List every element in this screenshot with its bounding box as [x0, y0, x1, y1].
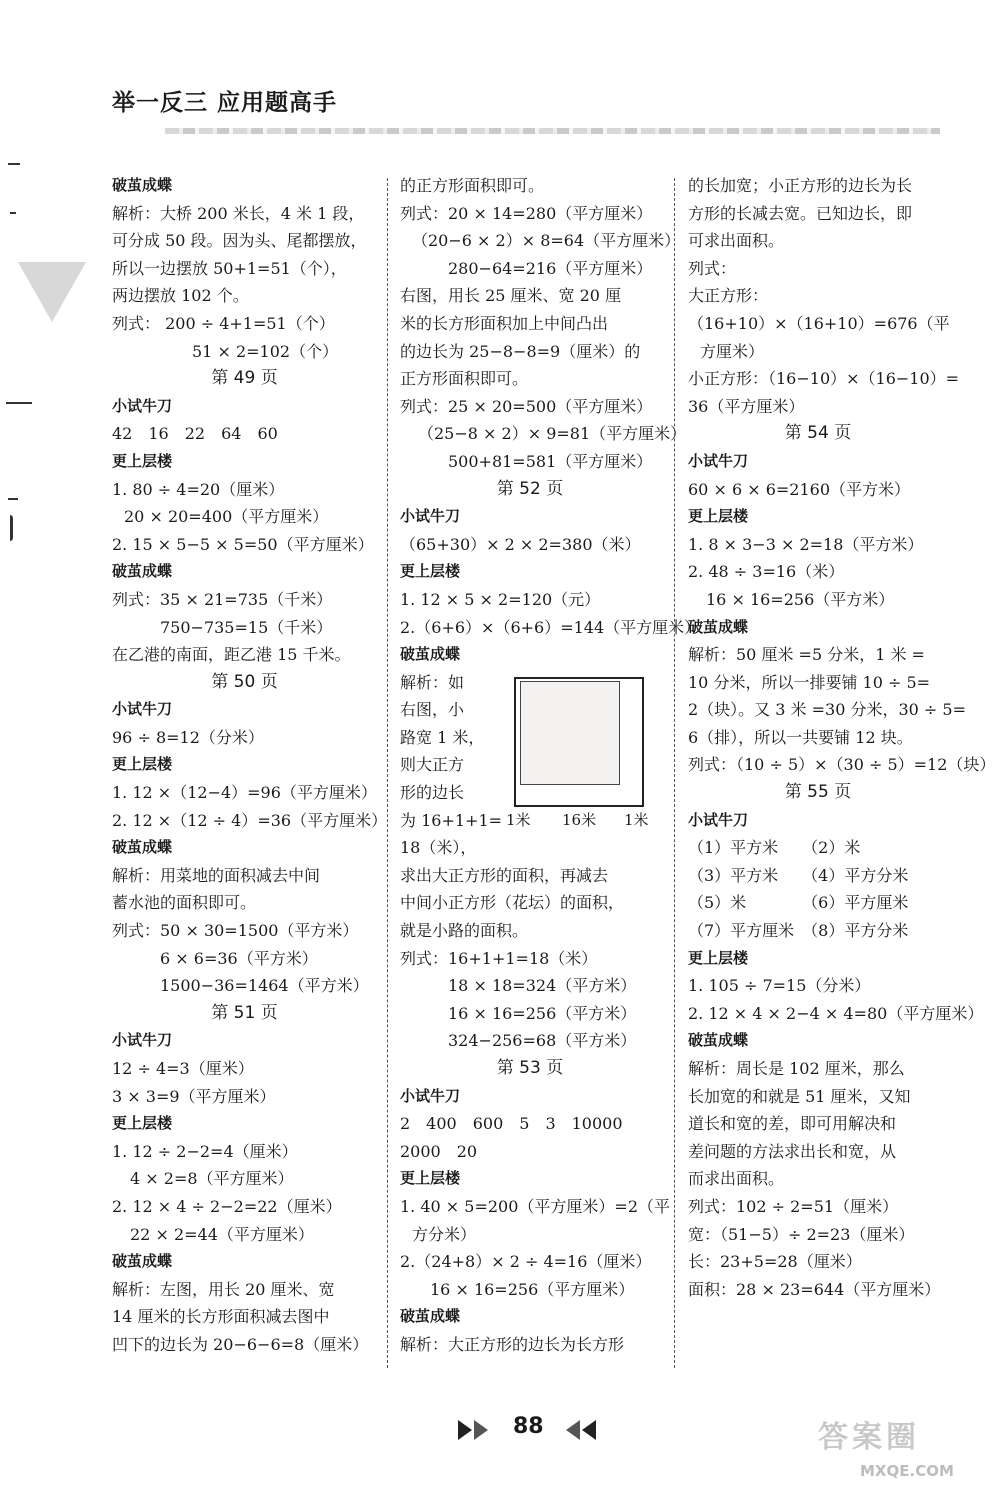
answer-line: 96 ÷ 8=12（分米）	[112, 727, 264, 747]
answer-line: 1. 80 ÷ 4=20（厘米）	[112, 479, 285, 499]
page-heading: 第 54 页	[784, 423, 852, 444]
answer-column-3	[688, 172, 996, 1303]
page-number: 88	[513, 1414, 544, 1439]
answer-line: 324−256=68（平方米）	[448, 1031, 637, 1051]
answer-line: 的边长为 25−8−8=9（厘米）的	[400, 341, 641, 361]
answer-line: 正方形面积即可。	[400, 369, 529, 389]
margin-mark	[10, 212, 16, 214]
section-heading: 破茧成蝶	[400, 645, 461, 664]
answer-line: 42 16 22 64 60	[112, 424, 278, 444]
answer-line: 1. 105 ÷ 7=15（分米）	[688, 976, 871, 996]
answer-line: 解析：大桥 200 米长，4 米 1 段，	[112, 203, 365, 223]
column-divider	[674, 178, 675, 1368]
answer-line: （20−6 × 2）× 8=64（平方厘米）	[412, 231, 681, 251]
margin-mark	[8, 498, 18, 500]
answer-line: 20 × 20=400（平方厘米）	[124, 507, 329, 527]
answer-line: 280−64=216（平方厘米）	[448, 258, 653, 278]
answer-line: 22 × 2=44（平方厘米）	[130, 1224, 314, 1244]
answer-line: 列式： 200 ÷ 4+1=51（个）	[112, 313, 335, 333]
answer-line: 列式：50 × 30=1500（平方米）	[112, 921, 359, 941]
answer-line: 2 400 600 5 3 10000	[400, 1114, 623, 1134]
answer-line: 解析：周长是 102 厘米，那么	[688, 1059, 905, 1078]
answer-line: 中间小正方形（花坛）的面积，	[400, 893, 625, 913]
answer-line: 12 ÷ 4=3（厘米）	[112, 1059, 254, 1078]
answer-line: 则大正方	[400, 755, 465, 775]
answer-line: 3 × 3=9（平方厘米）	[112, 1086, 276, 1106]
answer-line: （25−8 × 2）× 9=81（平方厘米）	[418, 424, 687, 444]
answer-line: 列式：35 × 21=735（千米）	[112, 589, 333, 609]
figure-block	[400, 669, 660, 862]
answer-line: 大正方形：	[688, 286, 769, 306]
section-heading: 破茧成蝶	[112, 1252, 173, 1271]
answer-line: 可求出面积。	[688, 231, 785, 251]
answer-line: 的长加宽；小正方形的边长为长	[688, 176, 913, 195]
answer-line: 16 × 16=256（平方厘米）	[430, 1279, 635, 1299]
answer-line: 1. 40 × 5=200（平方厘米）=2（平	[400, 1196, 671, 1216]
answer-line: 14 厘米的长方形面积减去图中	[112, 1307, 330, 1327]
answer-line: 列式：（10 ÷ 5）×（30 ÷ 5）=12（块）	[688, 755, 996, 775]
answer-line: 解析：大正方形的边长为长方形	[400, 1334, 625, 1354]
answer-line: 4 × 2=8（平方厘米）	[130, 1169, 294, 1189]
answer-line: 蓄水池的面积即可。	[112, 893, 257, 913]
answer-line: 而求出面积。	[688, 1169, 785, 1189]
section-heading: 破茧成蝶	[112, 838, 173, 857]
answer-line: 右图，小	[400, 700, 465, 720]
figure-label-left: 1米	[506, 810, 531, 829]
answer-line: 6 × 6=36（平方米）	[160, 948, 318, 968]
answer-line: 10 分米，所以一排要铺 10 ÷ 5=	[688, 672, 931, 692]
answer-line: 列式：102 ÷ 2=51（厘米）	[688, 1196, 899, 1216]
answer-line: 面积：28 × 23=644（平方厘米）	[688, 1279, 941, 1299]
section-heading: 小试牛刀	[400, 507, 461, 526]
answer-line: 解析：如	[400, 672, 465, 692]
answer-line: 2. 12 × 4 ÷ 2−2=22（厘米）	[112, 1196, 342, 1216]
answer-line: 方形的长减去宽。已知边长，即	[688, 203, 913, 223]
answer-line: 在乙港的南面，距乙港 15 千米。	[112, 645, 351, 665]
section-heading: 小试牛刀	[688, 810, 749, 829]
answer-line: 小正方形：（16−10）×（16−10）=	[688, 369, 960, 389]
arrow-right-icon	[458, 1420, 472, 1440]
answer-line: 16 × 16=256（平方米）	[448, 1003, 637, 1023]
page-heading: 第 55 页	[784, 782, 852, 803]
answer-line: 长加宽的和就是 51 厘米，又知	[688, 1086, 911, 1106]
answer-line: 解析：左图，用长 20 厘米、宽	[112, 1279, 335, 1299]
section-heading: 破茧成蝶	[112, 176, 173, 194]
answer-line: 1. 12 ×（12−4）=96（平方厘米）	[112, 783, 377, 803]
figure-label-right: 1米	[624, 810, 649, 829]
margin-mark	[6, 402, 32, 404]
answer-line: 2.（6+6）×（6+6）=144（平方厘米）	[400, 617, 701, 637]
answer-line: 两边摆放 102 个。	[112, 286, 249, 306]
answer-line: 差问题的方法求出长和宽，从	[688, 1141, 897, 1161]
answer-line: 2. 12 × 4 × 2−4 × 4=80（平方厘米）	[688, 1003, 984, 1023]
margin-mark	[8, 163, 20, 165]
page-heading: 第 51 页	[211, 1002, 278, 1023]
answer-line: 列式：	[688, 258, 737, 278]
answer-line: 18（米），	[400, 838, 477, 858]
answer-line: 2.（24+8）× 2 ÷ 4=16（厘米）	[400, 1252, 652, 1272]
answer-line: 解析：50 厘米 =5 分米，1 米 =	[688, 645, 925, 665]
answer-line: 18 × 18=324（平方米）	[448, 976, 637, 996]
answer-line: （7）平方厘米 （8）平方分米	[688, 921, 909, 941]
answer-column-2	[400, 172, 701, 1359]
page-heading: 第 52 页	[496, 478, 564, 499]
answer-line: 右图，用长 25 厘米、宽 20 厘	[400, 286, 622, 306]
answer-line: 为 16+1+1=	[400, 810, 503, 830]
answer-line: 解析：用菜地的面积减去中间	[112, 865, 321, 885]
answer-line: 500+81=581（平方厘米）	[448, 451, 653, 471]
answer-line: 求出大正方形的面积，再减去	[400, 865, 609, 885]
answer-line: 2. 12 ×（12 ÷ 4）=36（平方厘米）	[112, 810, 388, 830]
arrow-left-icon	[566, 1420, 580, 1440]
answer-line: 1. 12 × 5 × 2=120（元）	[400, 589, 601, 609]
answer-line: 51 × 2=102（个）	[192, 341, 339, 361]
column-divider	[387, 178, 388, 1368]
section-heading: 破茧成蝶	[400, 1307, 461, 1326]
answer-line: 所以一边摆放 50+1=51（个），	[112, 258, 347, 278]
answer-line: 宽：（51−5）÷ 2=23（厘米）	[688, 1224, 915, 1244]
section-heading: 小试牛刀	[112, 396, 173, 415]
section-heading: 更上层楼	[688, 948, 749, 967]
section-heading: 破茧成蝶	[112, 562, 173, 581]
answer-line: 可分成 50 段。因为头、尾都摆放，	[112, 231, 367, 251]
figure-label-mid: 16米	[562, 810, 597, 829]
section-heading: 更上层楼	[112, 1114, 173, 1133]
answer-line: 60 × 6 × 6=2160（平方米）	[688, 479, 911, 499]
answer-line: 长：23+5=28（厘米）	[688, 1252, 862, 1272]
arrow-right-icon	[474, 1420, 488, 1440]
answer-line: 方厘米）	[700, 341, 765, 361]
page-heading: 第 53 页	[496, 1058, 564, 1078]
header-rule	[165, 128, 940, 134]
section-heading: 小试牛刀	[688, 451, 749, 470]
answer-line: 2000 20	[400, 1141, 478, 1161]
answer-line: 的正方形面积即可。	[400, 176, 545, 195]
answer-line: （1）平方米 （2）米	[688, 838, 861, 858]
answer-line: （65+30）× 2 × 2=380（米）	[400, 534, 641, 554]
section-heading: 更上层楼	[688, 507, 749, 526]
margin-decoration	[18, 262, 86, 322]
inner-square	[520, 681, 620, 785]
answer-line: 道长和宽的差，即可用解决和	[688, 1114, 897, 1134]
answer-line: 列式：16+1+1=18（米）	[400, 948, 598, 968]
section-heading: 小试牛刀	[112, 700, 173, 719]
margin-mark	[10, 515, 13, 541]
answer-line: 方分米）	[412, 1224, 477, 1244]
section-heading: 小试牛刀	[112, 1031, 173, 1050]
section-heading: 小试牛刀	[400, 1086, 461, 1105]
section-heading: 更上层楼	[112, 755, 173, 774]
answer-line: 2. 15 × 5−5 × 5=50（平方厘米）	[112, 534, 374, 554]
answer-line: （3）平方米 （4）平方分米	[688, 865, 909, 885]
answer-line: 1500−36=1464（平方米）	[160, 976, 369, 996]
answer-line: 形的边长	[400, 783, 465, 803]
watermark-url: MXQE.COM	[860, 1462, 954, 1480]
answer-line: 1. 12 ÷ 2−2=4（厘米）	[112, 1141, 298, 1161]
answer-line: 2. 48 ÷ 3=16（米）	[688, 562, 845, 582]
answer-line: 6（排），所以一共要铺 12 块。	[688, 727, 913, 747]
answer-line: 1. 8 × 3−3 × 2=18（平方米）	[688, 534, 924, 554]
page-header-title: 举一反三 应用题高手	[112, 90, 338, 116]
answer-line: 就是小路的面积。	[400, 921, 529, 941]
answer-line: 750−735=15（千米）	[160, 617, 333, 637]
answer-line: 列式：20 × 14=280（平方厘米）	[400, 203, 653, 223]
watermark-logo: 答案圈	[818, 1420, 920, 1455]
section-heading: 更上层楼	[112, 451, 173, 470]
page-heading: 第 50 页	[211, 671, 278, 692]
answer-line: 列式：25 × 20=500（平方厘米）	[400, 396, 653, 416]
answer-line: 16 × 16=256（平方米）	[706, 589, 895, 609]
answer-line: 路宽 1 米，	[400, 727, 485, 747]
answer-line: 米的长方形面积加上中间凸出	[400, 313, 609, 333]
answer-line: 36（平方厘米）	[688, 396, 805, 416]
answer-line: 2（块）。又 3 米 =30 分米，30 ÷ 5=	[688, 700, 966, 720]
section-heading: 破茧成蝶	[688, 1031, 749, 1050]
section-heading: 破茧成蝶	[688, 617, 749, 636]
arrow-left-icon	[582, 1420, 596, 1440]
section-heading: 更上层楼	[400, 562, 461, 581]
answer-line: 凹下的边长为 20−6−6=8（厘米）	[112, 1334, 369, 1354]
answer-line: （5）米 （6）平方厘米	[688, 893, 909, 913]
answer-column-1	[112, 172, 388, 1359]
section-heading: 更上层楼	[400, 1169, 461, 1188]
answer-line: （16+10）×（16+10）=676（平	[688, 313, 950, 333]
path-figure	[506, 669, 656, 829]
page-heading: 第 49 页	[211, 368, 278, 389]
